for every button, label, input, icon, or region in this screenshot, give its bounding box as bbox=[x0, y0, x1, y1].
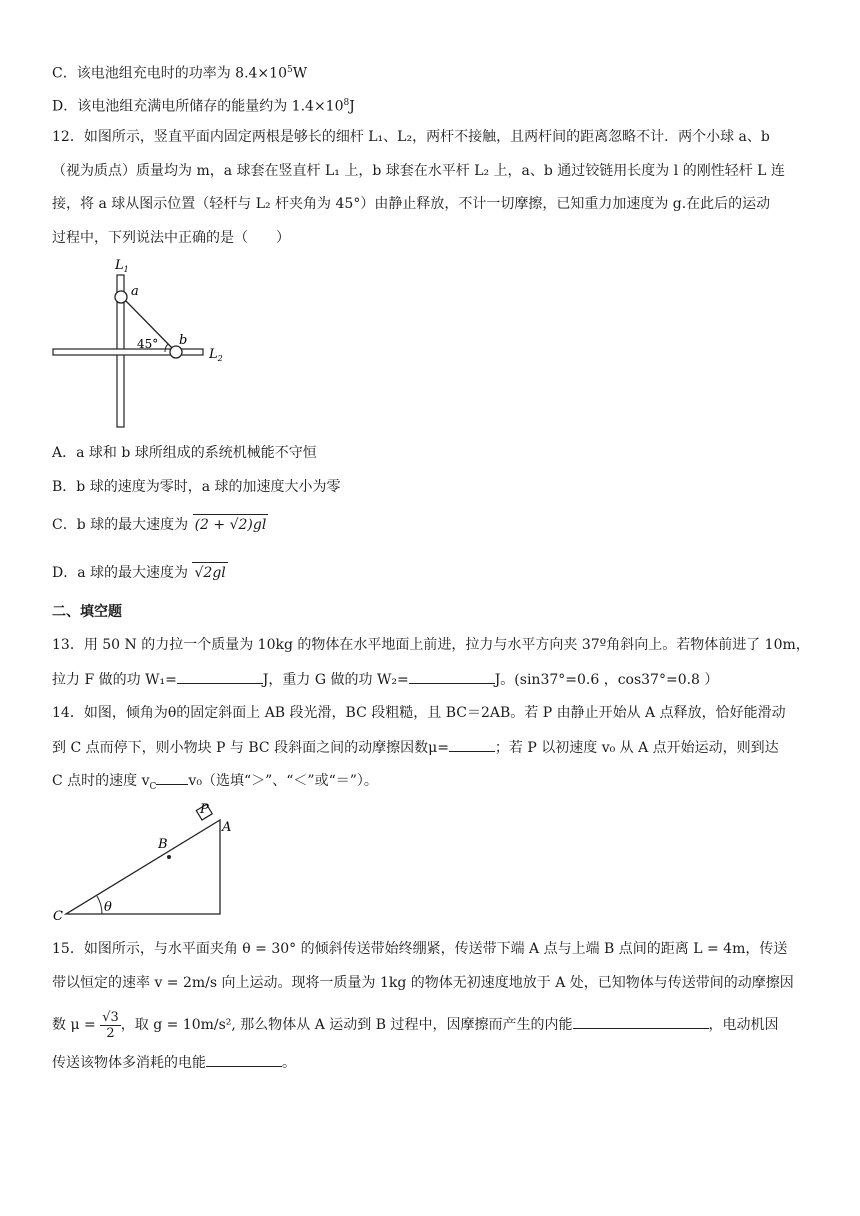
q14-text-b: ；若 P 以初速度 v₀ 从 A 点开始运动，则到达 bbox=[494, 740, 779, 756]
label-b: B bbox=[158, 837, 168, 852]
label-theta: θ bbox=[104, 900, 112, 915]
q13-stem-line-1: 13．用 50 N 的力拉一个质量为 10kg 的物体在水平地面上前进，拉力与水平方向夹 37º角斜向上。若物体前进了 10m， bbox=[52, 637, 810, 653]
q12-stem-line-3: 接，将 a 球从图示位置（轻杆与 L₂ 杆夹角为 45°）由静止释放，不计一切摩擦，已知重力加速度为 g.在此后的运动 bbox=[52, 196, 771, 212]
q12-stem-line-1: 12．如图所示，竖直平面内固定两根是够长的细杆 L₁、L₂，两杆不接触，且两杆间的距离忽略不计．两个小球 a、b bbox=[52, 129, 770, 145]
q12-option-c-expression: (2 + √2)gl bbox=[193, 514, 269, 535]
q15-fraction-numerator: √3 bbox=[102, 1009, 119, 1025]
q13-text-b: J，重力 G 做的功 W₂= bbox=[262, 672, 409, 688]
q15-stem-line-3 bbox=[52, 1005, 812, 1045]
q14-stem-line-3 bbox=[52, 770, 812, 797]
q15-blank-2[interactable] bbox=[206, 1052, 282, 1067]
q15-fraction-denominator: 2 bbox=[106, 1025, 115, 1041]
q13-blank-1[interactable] bbox=[177, 669, 263, 684]
q15-mu-fraction bbox=[100, 1010, 121, 1041]
q14-text-c: C 点时的速度 v bbox=[52, 773, 150, 789]
incline-triangle bbox=[66, 820, 220, 914]
label-p: P bbox=[200, 802, 209, 817]
label-l2: $L_2$ bbox=[209, 347, 223, 363]
q15-blank-1[interactable] bbox=[573, 1014, 709, 1029]
q11-option-d bbox=[52, 93, 355, 117]
q11-option-d-exponent: 8 bbox=[343, 98, 350, 108]
q15-text-c: ，电动机因 bbox=[708, 1017, 779, 1033]
point-b bbox=[167, 855, 171, 859]
section-fill-in-heading: 二、填空题 bbox=[52, 604, 122, 620]
q14-stem-line-2 bbox=[52, 737, 812, 758]
q12-stem-line-2: （视为质点）质量均为 m，a 球套在竖直杆 L₁ 上，b 球套在水平杆 L₂ 上，a、b 通过铰链用长度为 l 的刚性轻杆 L 连 bbox=[52, 163, 785, 179]
label-angle: 45° bbox=[137, 337, 159, 351]
theta-arc bbox=[97, 896, 102, 914]
q14-text-d: v₀（选填“＞”、“＜”或“＝”）。 bbox=[188, 773, 378, 789]
label-a: A bbox=[222, 820, 232, 835]
q15-stem-line-4 bbox=[52, 1052, 812, 1073]
label-b: b bbox=[179, 333, 188, 348]
q15-stem-line-2: 带以恒定的速率 v = 2m/s 向上运动。现将一质量为 1kg 的物体无初速度地放于 A 处，已知物体与传送带间的动摩擦因 bbox=[52, 975, 794, 991]
q11-option-d-text: D．该电池组充满电所储存的能量约为 1.4×10 bbox=[52, 98, 344, 115]
q12-option-d-text: D．a 球的最大速度为 bbox=[52, 565, 189, 581]
q14-stem-line-1: 14．如图，倾角为θ的固定斜面上 AB 段光滑，BC 段粗糙，且 BC＝2AB。若 P 由静止开始从 A 点释放，恰好能滑动 bbox=[52, 705, 786, 721]
q12-option-a: A．a 球和 b 球所组成的系统机械能不守恒 bbox=[52, 445, 317, 461]
q15-text-a: 数 μ = bbox=[52, 1017, 96, 1033]
q15-text-e: 。 bbox=[282, 1055, 296, 1071]
q14-text-a: 到 C 点而停下，则小物块 P 与 BC 段斜面之间的动摩擦因数μ= bbox=[52, 740, 449, 756]
label-c: C bbox=[53, 909, 63, 924]
q15-stem-line-1: 15．如图所示，与水平面夹角 θ = 30° 的倾斜传送带始终绷紧，传送带下端 A 点与上端 B 点间的距离 L = 4m，传送 bbox=[52, 941, 788, 957]
q12-option-c-text: C．b 球的最大速度为 bbox=[52, 517, 189, 533]
q11-option-c-unit: W bbox=[292, 65, 308, 82]
q12-option-d-expression: √2gl bbox=[192, 562, 227, 583]
q14-subscript-c: C bbox=[149, 781, 157, 792]
q14-blank-2[interactable] bbox=[156, 770, 188, 785]
q15-text-d: 传送该物体多消耗的电能 bbox=[52, 1055, 206, 1071]
q14-blank-1[interactable] bbox=[449, 737, 495, 752]
label-a: a bbox=[131, 284, 139, 299]
q13-blank-2[interactable] bbox=[409, 669, 495, 684]
q12-rod-figure bbox=[45, 255, 245, 430]
q11-option-c-exponent: 5 bbox=[286, 65, 293, 75]
q12-option-b: B．b 球的速度为零时，a 球的加速度大小为零 bbox=[52, 479, 341, 495]
q13-text-a: 拉力 F 做的功 W₁= bbox=[52, 672, 177, 688]
q12-option-d bbox=[52, 562, 228, 583]
label-l1: $L_1$ bbox=[115, 258, 129, 274]
q15-text-b: ，取 g = 10m/s², 那么物体从 A 运动到 B 过程中，因摩擦而产生的内能 bbox=[120, 1017, 573, 1033]
q11-option-c-text: C．该电池组充电时的功率为 8.4×10 bbox=[52, 65, 287, 82]
q14-incline-figure bbox=[50, 800, 240, 925]
q13-text-c: J。(sin37°=0.6 ，cos37°=0.8 ） bbox=[494, 672, 719, 688]
ball-a bbox=[115, 291, 127, 303]
q12-stem-line-4: 过程中，下列说法中正确的是（ ） bbox=[52, 230, 290, 246]
q11-option-c bbox=[52, 60, 307, 84]
q13-stem-line-2 bbox=[52, 669, 812, 690]
q11-option-d-unit: J bbox=[349, 98, 355, 115]
q12-option-c bbox=[52, 514, 268, 535]
